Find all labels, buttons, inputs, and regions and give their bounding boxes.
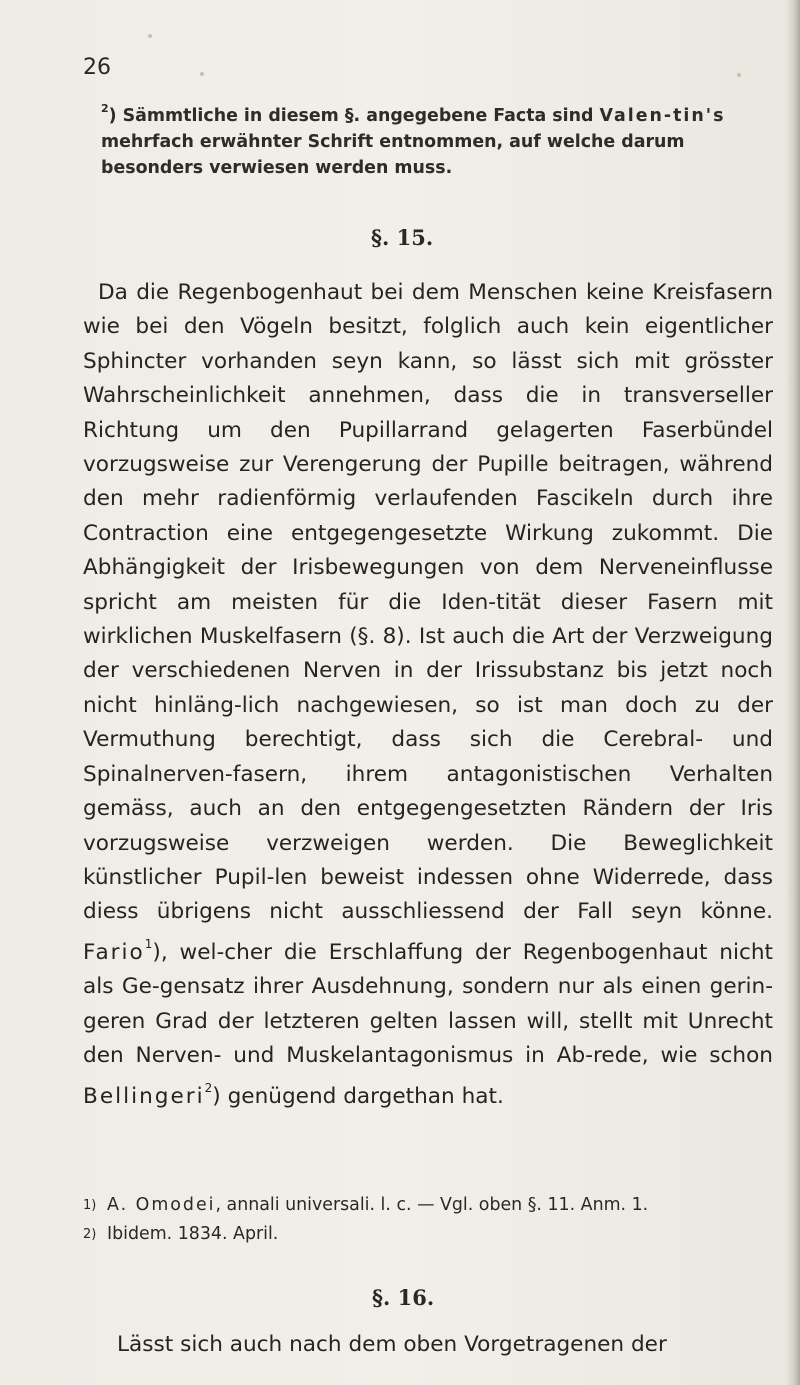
footnote-1-marker: 1) — [83, 1198, 97, 1213]
continuation-line: Lässt sich auch nach dem oben Vorgetragenen der — [117, 1332, 667, 1357]
page-edge-shadow — [786, 0, 800, 1385]
author-bellingeri: Bellingeri — [83, 1083, 205, 1109]
paper-speck — [737, 73, 741, 77]
footnote-1-text: , annali universali. l. c. — Vgl. oben §. 11. Anm. 1. — [215, 1195, 649, 1215]
top-footnote — [101, 98, 791, 181]
paper-speck — [148, 34, 152, 38]
section-heading-16: §. 16. — [372, 1285, 435, 1310]
footnote-2-text: Ibidem. 1834. April. — [107, 1224, 279, 1244]
paragraph-part-1: Da die Regenbogenhaut bei dem Menschen keine Kreisfasern wie bei den Vögeln besitzt, folglich auch kein eigentlicher Sphincter vorhanden seyn kann, so lässt sich mit grösster Wahrscheinlichkeit annehmen, dass die in transverseller Richtung um den Pupillarrand gelagerten Faserbündel vorzugsweise zur Verengerung der Pupille beitragen, während den mehr radienförmig verlaufenden Fascikeln durch ihre Contraction eine entgegengesetzte Wirkung zukommt. Die Abhängigkeit der Irisbewegungen von dem Nerveneinflusse spricht am meisten für die Iden-tität dieser Fasern mit wirklichen Muskelfasern (§. 8). Ist auch die Art der Verzweigung der verschiedenen Nerven in der Irissubstanz bis jetzt noch nicht hinläng-lich nachgewiesen, so ist man doch zu der Vermuthung berechtigt, dass sich die Cerebral- und Spinalnerven-fasern, ihrem antagonistischen Verhalten gemäss, auch an den entgegengesetzten Rändern der Iris vorzugsweise verzweigen werden. Die Beweglichkeit künstlicher Pupil-len beweist indessen ohne Widerrede, dass diess übrigens nicht ausschliessend der Fall seyn könne. — [83, 280, 773, 925]
paper-speck — [200, 72, 204, 76]
top-footnote-text-b: mehrfach erwähnter Schrift entnommen, auf welche darum besonders verwiesen werden muss. — [101, 131, 685, 178]
footnote-list — [83, 1191, 783, 1249]
page-number: 26 — [83, 55, 111, 80]
main-paragraph — [83, 276, 773, 1114]
footnote-ref-1: 1 — [144, 936, 153, 951]
footnote-2 — [83, 1220, 783, 1249]
top-footnote-text-a: ) Sämmtliche in diesem §. angegebene Facta sind — [108, 105, 600, 126]
footnote-2-marker: 2) — [83, 1227, 97, 1242]
top-footnote-author: Valen-tin's — [599, 105, 726, 126]
footnote-1 — [83, 1191, 783, 1220]
author-fario: Fario — [83, 939, 145, 965]
footnote-1-author: A. Omodei — [107, 1195, 216, 1215]
footnote-ref-2: 2 — [204, 1080, 213, 1095]
section-heading-15: §. 15. — [371, 225, 434, 250]
paragraph-part-2: ), wel-cher die Erschlaffung der Regenbogenhaut nicht als Ge-gensatz ihrer Ausdehnung, sondern nur als einen gerin-geren Grad der letzteren gelten lassen will, stellt mit Unrecht den Nerven- und Muskelantagonismus in Ab-rede, wie schon — [83, 939, 773, 1069]
top-footnote-marker: 2 — [101, 102, 109, 115]
paragraph-part-3: ) genügend dargethan hat. — [212, 1083, 504, 1109]
